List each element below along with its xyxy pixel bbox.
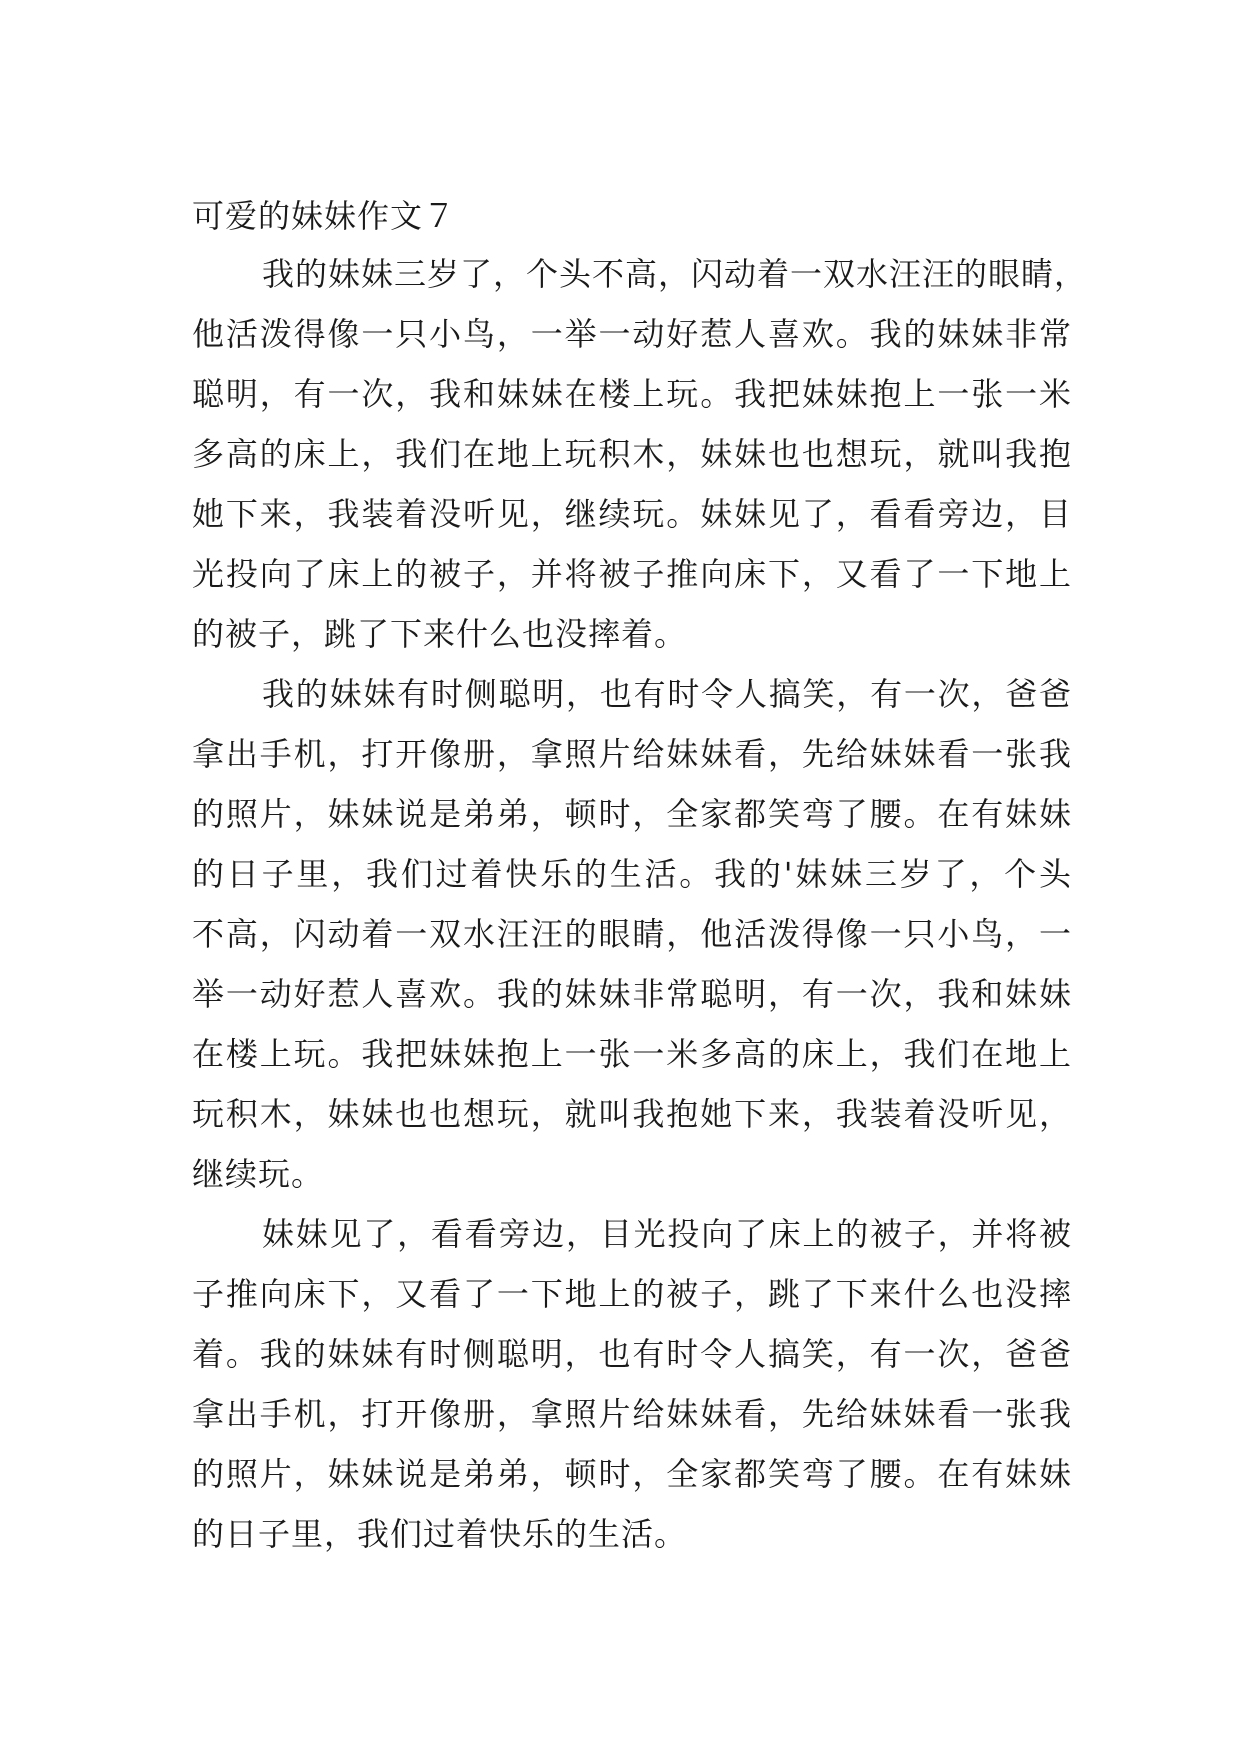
text-line: 的被子，跳了下来什么也没摔着。 xyxy=(192,615,688,653)
text-line: 玩积木，妹妹也也想玩，就叫我抱她下来，我装着没听见， xyxy=(192,1095,1072,1133)
text-line: 她下来，我装着没听见，继续玩。妹妹见了，看看旁边，目 xyxy=(192,495,1072,533)
text-line: 妹妹见了，看看旁边，目光投向了床上的被子，并将被 xyxy=(262,1215,1072,1253)
paragraph-2 xyxy=(192,664,1072,1204)
text-line: 我的妹妹三岁了，个头不高，闪动着一双水汪汪的眼睛， xyxy=(262,255,1088,293)
text-line: 不高，闪动着一双水汪汪的眼睛，他活泼得像一只小鸟，一 xyxy=(192,915,1072,953)
text-line: 子推向床下，又看了一下地上的被子，跳了下来什么也没摔 xyxy=(192,1275,1072,1313)
text-line: 多高的床上，我们在地上玩积木，妹妹也也想玩，就叫我抱 xyxy=(192,435,1072,473)
text-line: 的照片，妹妹说是弟弟，顿时，全家都笑弯了腰。在有妹妹 xyxy=(192,1455,1072,1493)
text-line: 继续玩。 xyxy=(192,1155,325,1193)
text-line: 的照片，妹妹说是弟弟，顿时，全家都笑弯了腰。在有妹妹 xyxy=(192,795,1072,833)
text-line: 他活泼得像一只小鸟，一举一动好惹人喜欢。我的妹妹非常 xyxy=(192,315,1072,353)
paragraph-3 xyxy=(192,1204,1072,1564)
text-line: 的日子里，我们过着快乐的生活。我的'妹妹三岁了，个头 xyxy=(192,855,1072,893)
text-line: 着。我的妹妹有时侧聪明，也有时令人搞笑，有一次，爸爸 xyxy=(192,1335,1072,1373)
text-line: 拿出手机，打开像册，拿照片给妹妹看，先给妹妹看一张我 xyxy=(192,1395,1072,1433)
document-title: 可爱的妹妹作文７ xyxy=(192,197,457,235)
text-line: 光投向了床上的被子，并将被子推向床下，又看了一下地上 xyxy=(192,555,1072,593)
text-line: 在楼上玩。我把妹妹抱上一张一米多高的床上，我们在地上 xyxy=(192,1035,1072,1073)
text-line: 聪明，有一次，我和妹妹在楼上玩。我把妹妹抱上一张一米 xyxy=(192,375,1072,413)
text-line: 的日子里，我们过着快乐的生活。 xyxy=(192,1515,688,1553)
document-page xyxy=(192,188,1088,1564)
text-line: 举一动好惹人喜欢。我的妹妹非常聪明，有一次，我和妹妹 xyxy=(192,975,1072,1013)
text-line: 拿出手机，打开像册，拿照片给妹妹看，先给妹妹看一张我 xyxy=(192,735,1072,773)
text-line: 我的妹妹有时侧聪明，也有时令人搞笑，有一次，爸爸 xyxy=(262,675,1072,713)
paragraph-1 xyxy=(192,244,1088,664)
